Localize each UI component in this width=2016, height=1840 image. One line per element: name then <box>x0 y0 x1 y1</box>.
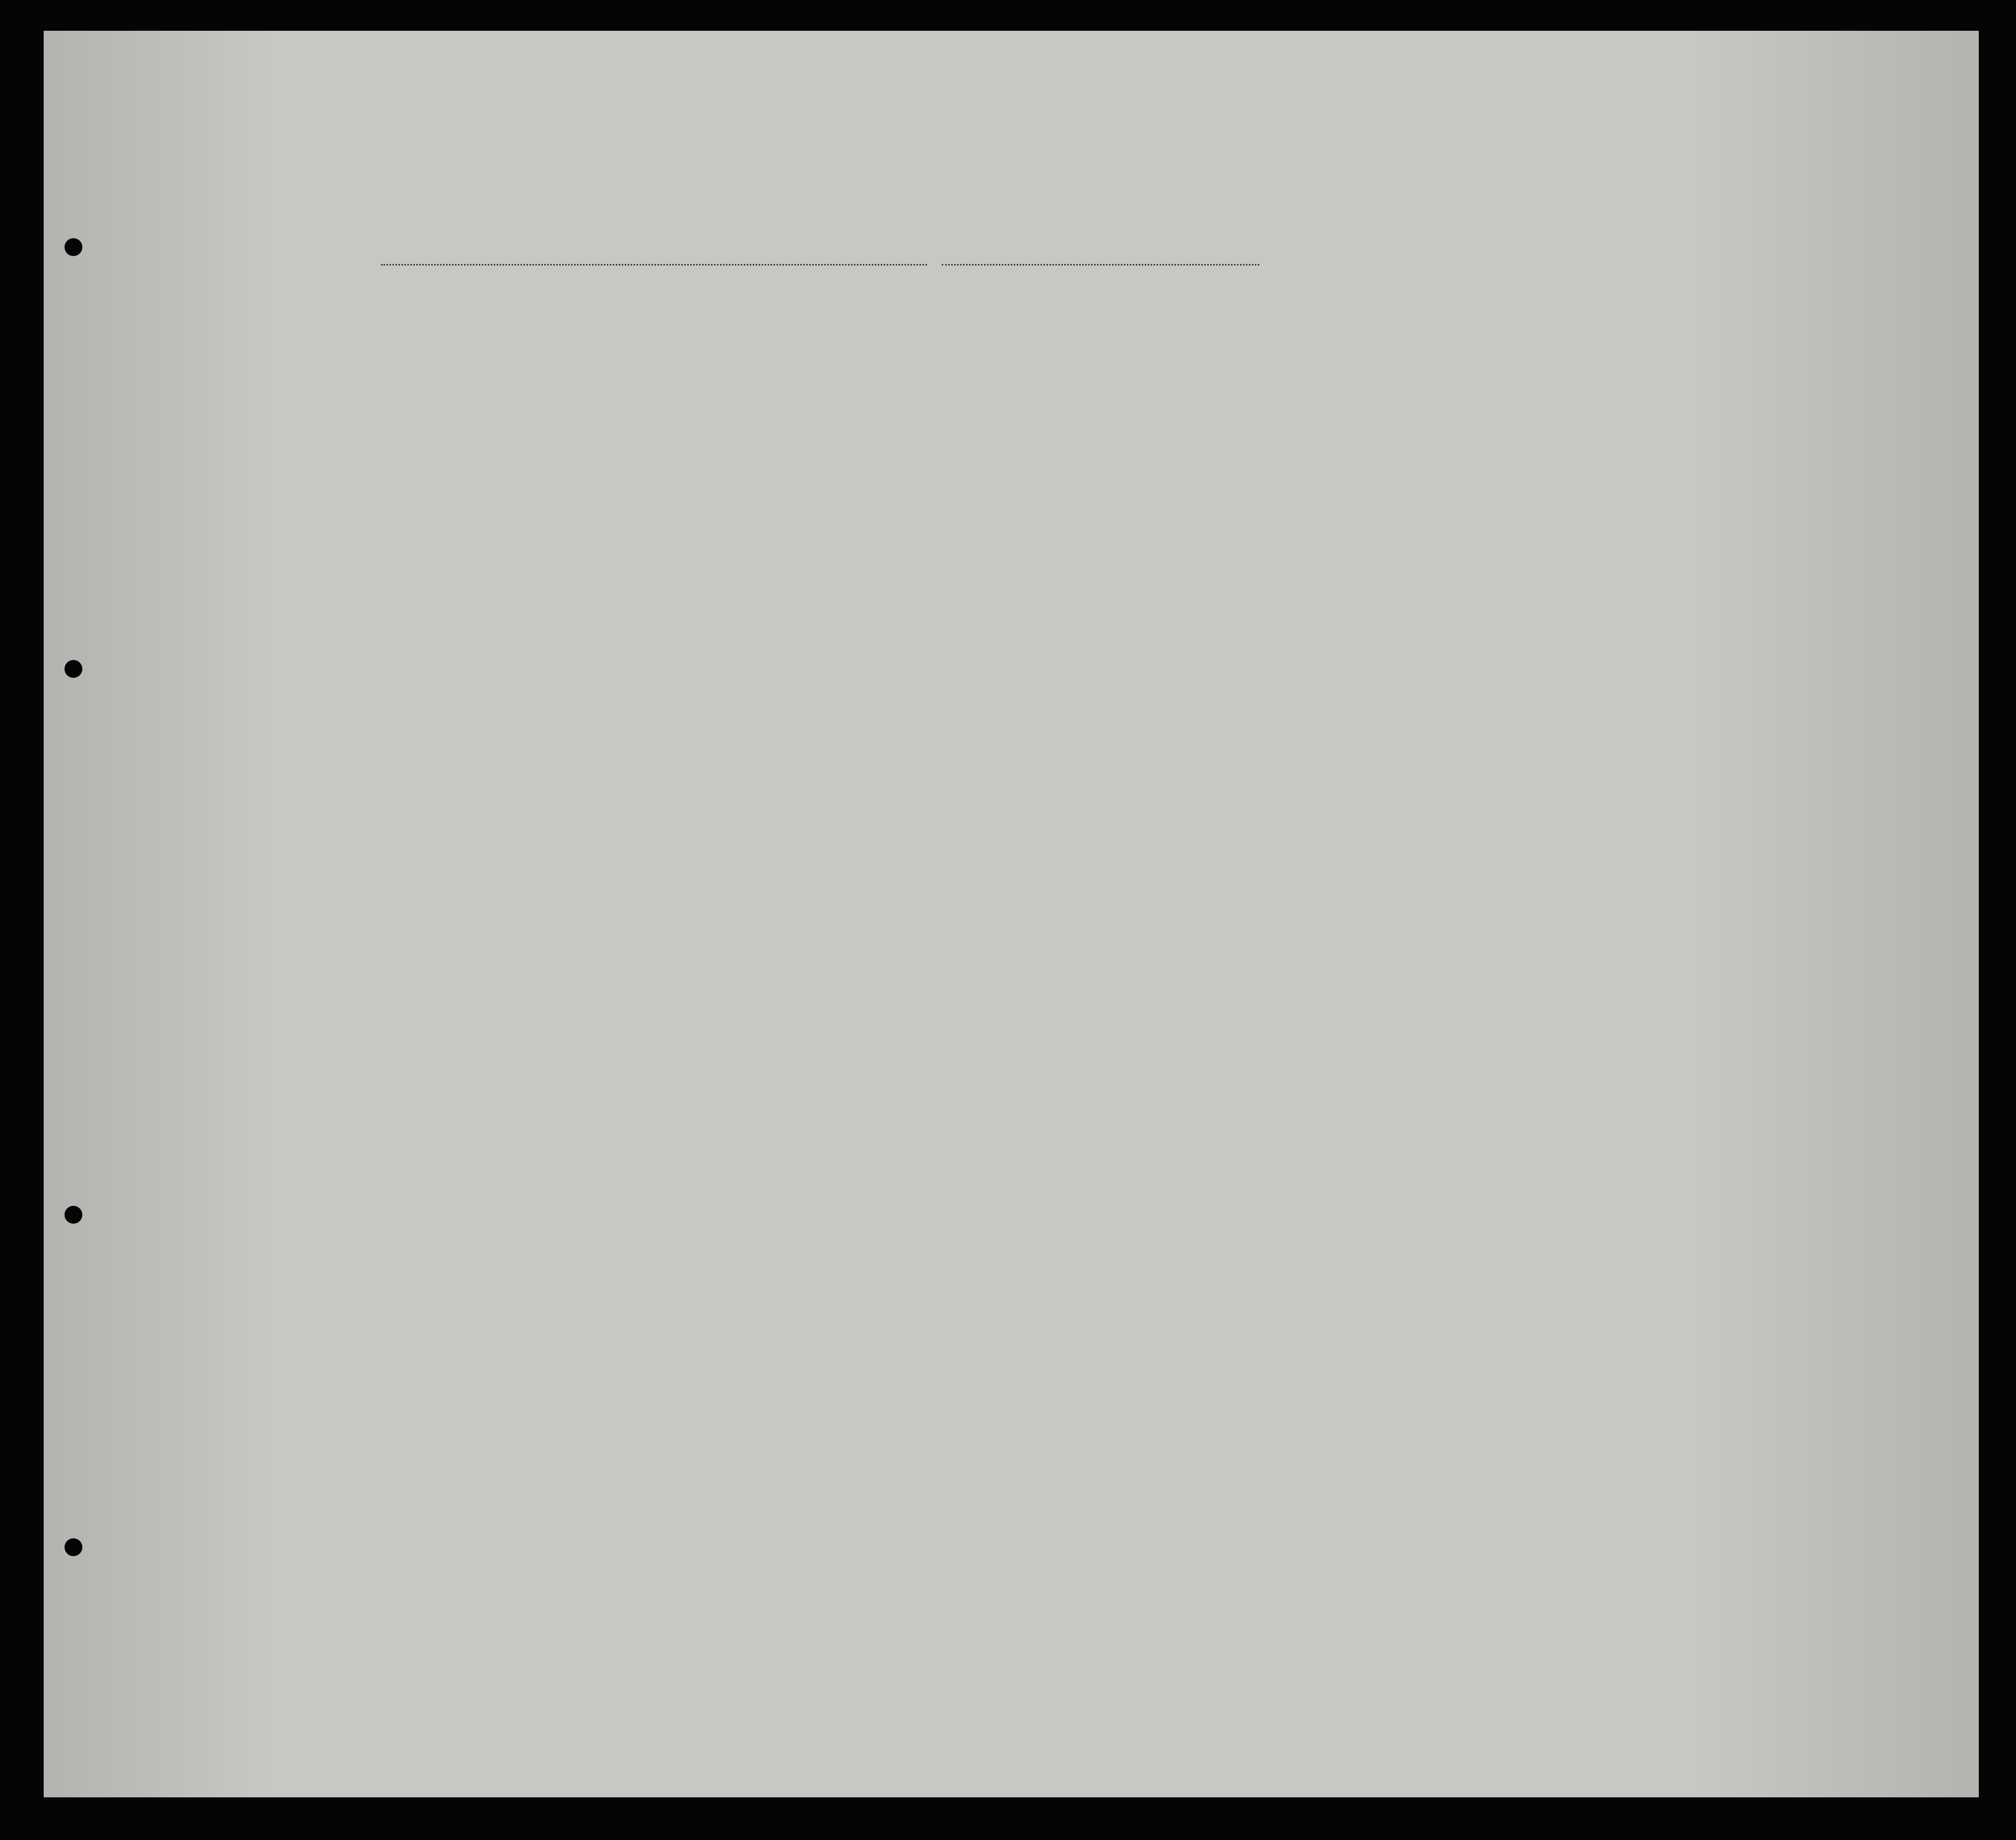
manifest-sheet <box>44 31 1979 1797</box>
